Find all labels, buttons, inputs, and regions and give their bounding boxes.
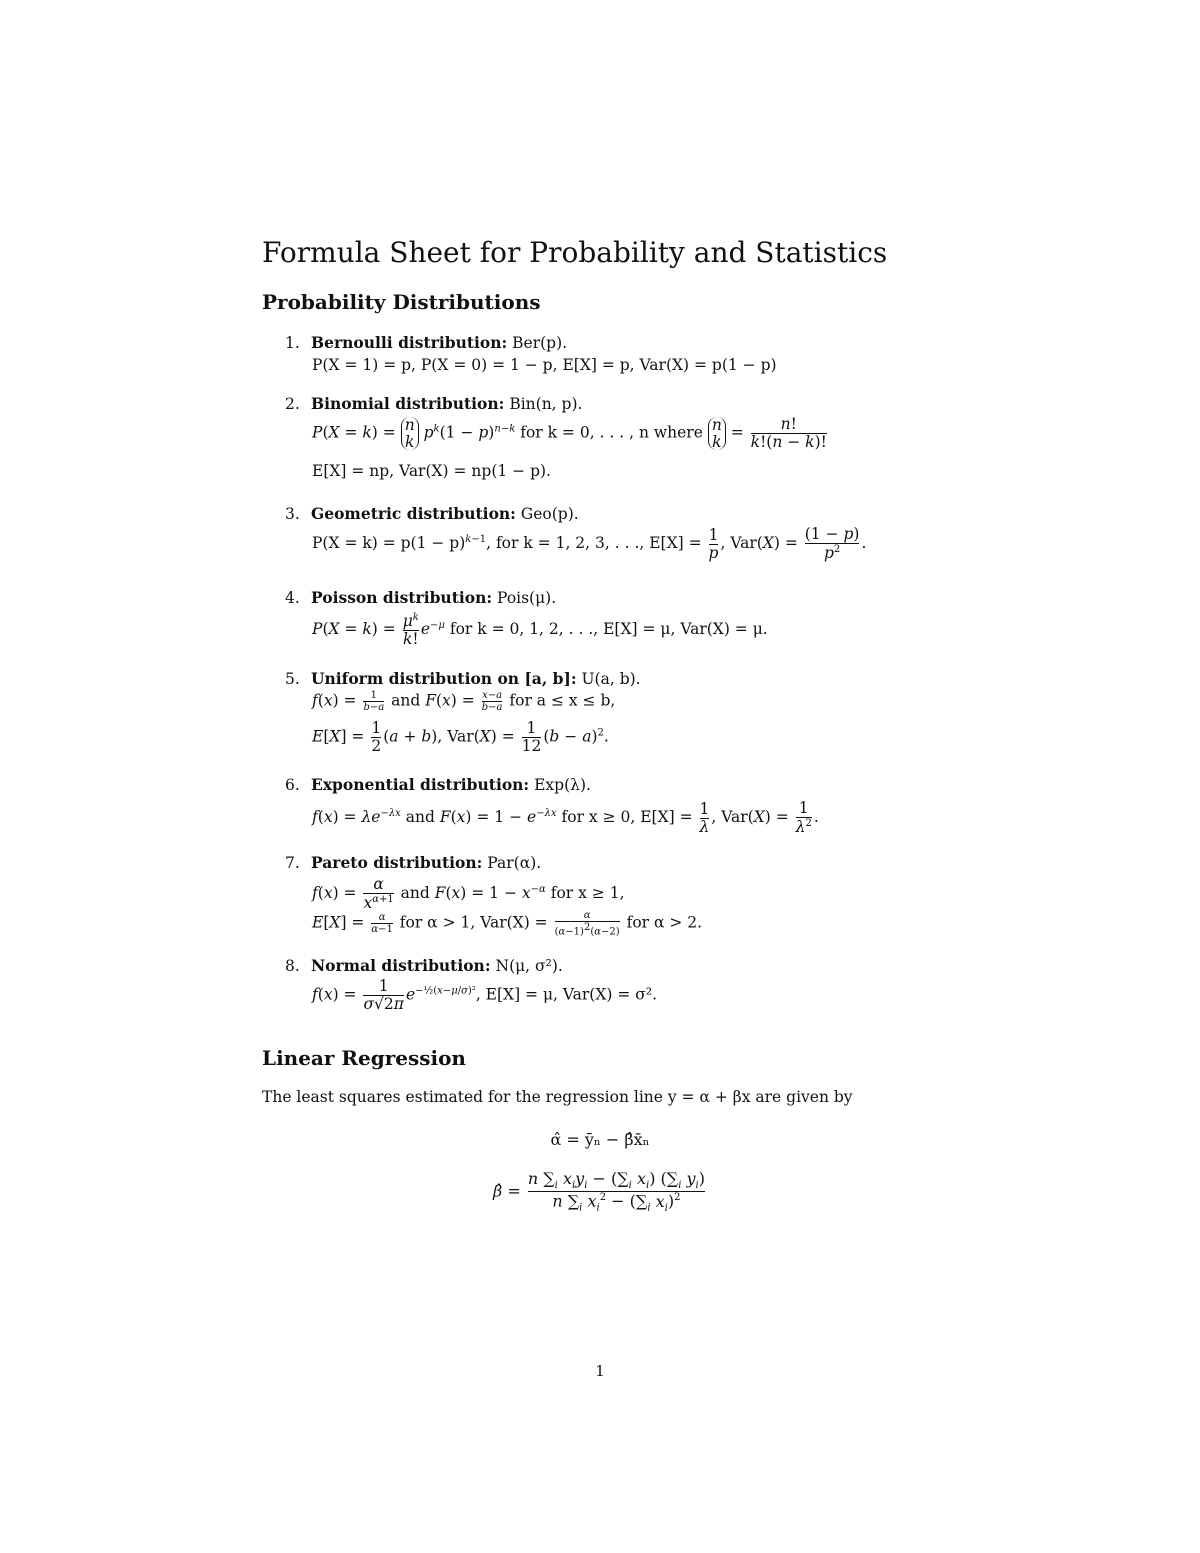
- page-title: Formula Sheet for Probability and Statistics: [262, 236, 888, 269]
- list-item-geometric: 3. Geometric distribution: Geo(p).: [285, 504, 579, 523]
- list-item-exponential: 6. Exponential distribution: Exp(λ).: [285, 775, 591, 794]
- list-item-normal: 8. Normal distribution: N(μ, σ²).: [285, 956, 563, 975]
- uniform-moments: E[X] = $\frac{1}{2}$ (a + b), Var(X) = $\frac{1}{12}$ $(b - a)^2$.: [312, 719, 609, 756]
- list-item-bernoulli: 1. Bernoulli distribution: Ber(p).: [285, 333, 568, 352]
- binom-coef: n k: [401, 417, 419, 450]
- bernoulli-formula: P(X = 1) = p, P(X = 0) = 1 − p, E[X] = p, Var(X) = p(1 − p): [312, 356, 777, 374]
- geometric-formula: $P(X = k) = p(1 - p)^{k-1}$, for k = 1, 2, 3, . . ., E[X] = $\frac{1}{p}$ , Var(X) = $\frac{(1 - p)}{p^2}$ .: [312, 525, 867, 563]
- beta-hat-equation: β̂ = $\frac{n \sum_i x_iy_i - (\sum_i x_i) (\sum_i y_i)}{n \sum_i x_i^2 - (\sum_i x_i)^2}$: [492, 1169, 705, 1214]
- section-heading-probability: Probability Distributions: [262, 290, 541, 314]
- pareto-moments: E[X] = $\frac{\alpha}{\alpha-1}$ for α > 1, Var(X) = $\frac{\alpha}{(\alpha-1)^2(\alpha-2)}$ for α > 2.: [312, 910, 703, 938]
- pareto-density: f(x) = $\frac{\alpha}{x^{\alpha+1}}$ and $F(x) = 1 - x^{-\alpha}$ for x ≥ 1,: [312, 875, 625, 913]
- exponential-formula: $f(x) = \lambda e^{-\lambda x}$ and $F(x) = 1 - e^{-\lambda x}$ for x ≥ 0, E[X] = $\frac{1}{\lambda}$ , Var(X) = $\frac{1}{\lambda^2}$ .: [312, 799, 819, 837]
- regression-intro: The least squares estimated for the regression line y = α + βx are given by: [262, 1088, 853, 1106]
- binomial-moments: E[X] = np, Var(X) = np(1 − p).: [312, 462, 551, 480]
- list-item-poisson: 4. Poisson distribution: Pois(μ).: [285, 588, 557, 607]
- alpha-hat-equation: α̂ = ȳₙ − β̂x̄ₙ: [550, 1130, 650, 1149]
- poisson-formula: P(X = k) = $\frac{\mu^k}{k!}$ $e^{-\mu}$ for k = 0, 1, 2, . . ., E[X] = μ, Var(X) = μ.: [312, 612, 768, 649]
- page-number: 1: [595, 1362, 605, 1380]
- list-item-uniform: 5. Uniform distribution on [a, b]: U(a, b).: [285, 669, 641, 688]
- list-item-pareto: 7. Pareto distribution: Par(α).: [285, 853, 542, 872]
- normal-formula: f(x) = $\frac{1}{\sigma√2\pi}$ $e^{-\frac{1}{2}(x-\mu/\sigma)^2}$, E[X] = μ, Var(X) = σ².: [312, 977, 657, 1014]
- list-item-binomial: 2. Binomial distribution: Bin(n, p).: [285, 394, 583, 413]
- uniform-density: f(x) = $\frac{1}{b-a}$ and F(x) = $\frac{x-a}{b-a}$ for a ≤ x ≤ b,: [312, 690, 616, 713]
- section-heading-regression: Linear Regression: [262, 1046, 466, 1070]
- binomial-pmf: P(X = k) = n k $p^k(1 - p)^{n-k}$ for k = 0, . . . , n where n k = $\frac{n!}{k!(n - k)!}$: [312, 415, 827, 452]
